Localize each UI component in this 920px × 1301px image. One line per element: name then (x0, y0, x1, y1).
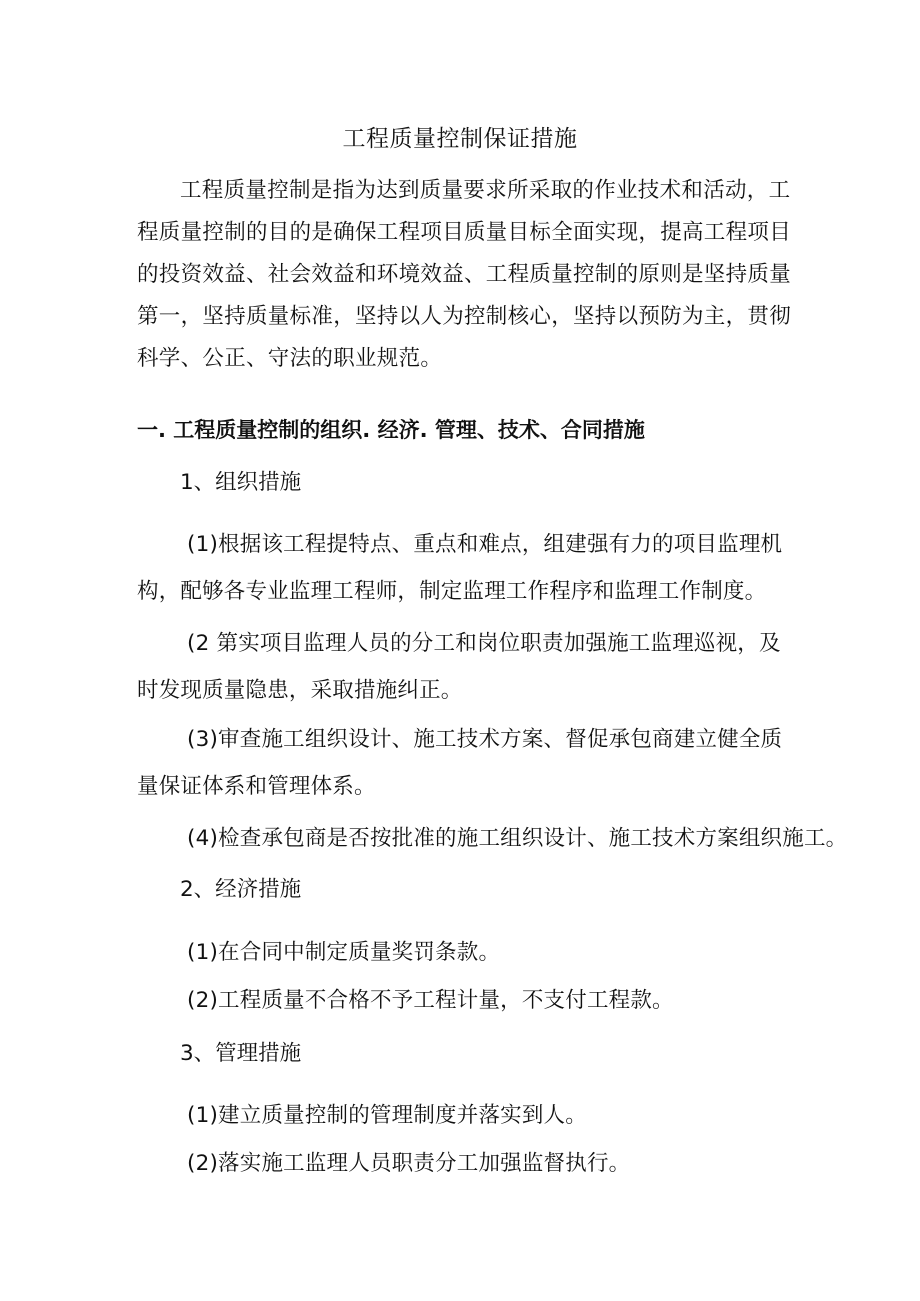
subsection-heading-economic: 2、经济措施 (180, 877, 302, 902)
intro-paragraph: 工程质量控制是指为达到质量要求所采取的作业技术和活动，工程质量控制的目的是确保工程项目质量目标全面实现，提高工程项目的投资效益、社会效益和环境效益、工程质量控制的原则是坚持质量第一，坚持质量标准，坚持以人为控制核心，坚持以预防为主，贯彻科学、公正、守法的职业规范。 (137, 178, 792, 371)
econ-item-2: (2)工程质量不合格不予工程计量，不支付工程款。 (187, 988, 674, 1013)
subsection-heading-organization: 1、组织措施 (180, 470, 302, 495)
mgmt-item-1: (1)建立质量控制的管理制度并落实到人。 (187, 1103, 587, 1128)
document-title: 工程质量控制保证措施 (342, 126, 578, 152)
econ-item-1: (1)在合同中制定质量奖罚条款。 (187, 940, 501, 965)
org-item-1: (1)根据该工程提特点、重点和难点，组建强有力的项目监理机构，配够各专业监理工程师，制定监理工作程序和监理工作制度。 (137, 532, 783, 604)
org-item-3: (3)审查施工组织设计、施工技术方案、督促承包商建立健全质量保证体系和管理体系。 (137, 727, 783, 799)
org-item-4: (4)检查承包商是否按批准的施工组织设计、施工技术方案组织施工。 (187, 826, 848, 851)
section-heading: 一. 工程质量控制的组织. 经济. 管理、技术、合同措施 (137, 418, 645, 442)
mgmt-item-2: (2)落实施工监理人员职责分工加强监督执行。 (187, 1151, 631, 1176)
org-item-2: (2 第实项目监理人员的分工和岗位职责加强施工监理巡视，及时发现质量隐患，采取措施纠正。 (137, 631, 781, 703)
subsection-heading-management: 3、管理措施 (180, 1041, 302, 1066)
